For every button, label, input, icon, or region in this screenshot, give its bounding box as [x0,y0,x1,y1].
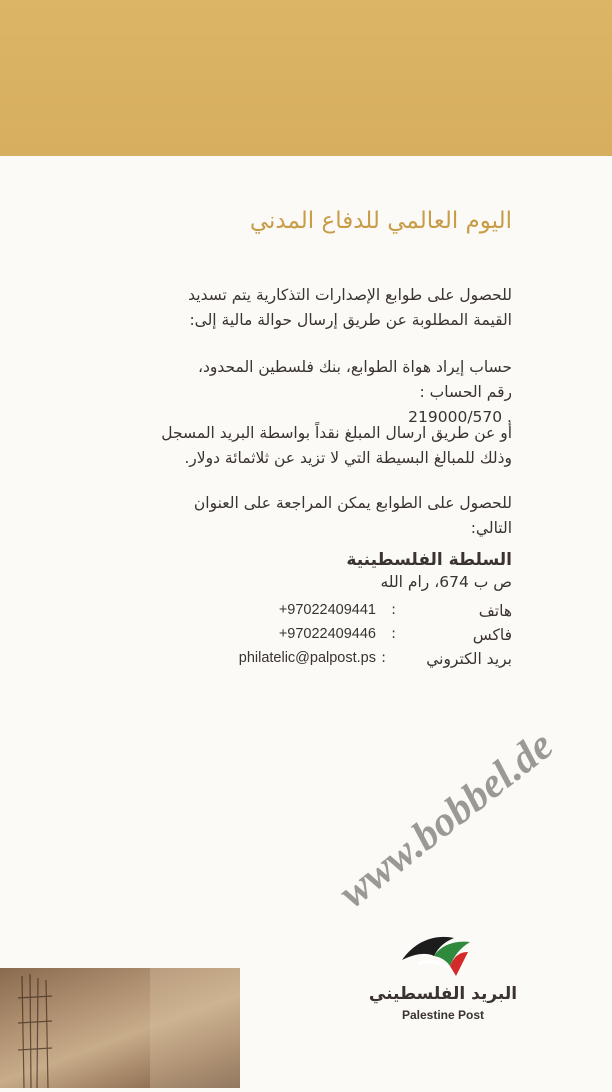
fax-number: +97022409446 [278,626,376,642]
contact-phone [212,602,512,624]
contact-email [212,650,512,672]
account-label: رقم الحساب : [419,383,512,401]
page-title: اليوم العالمي للدفاع المدني [249,208,512,234]
po-box: ص ب 674، رام الله [380,573,512,591]
paragraph-address-intro [92,491,512,541]
organization-name: السلطة الفلسطينية [346,550,512,570]
paragraph-line: للحصول على طوابع الإصدارات التذكارية يتم تسديد [188,286,512,304]
phone-number: +97022409441 [278,602,376,618]
paragraph-payment-intro [92,283,512,333]
paragraph-line: أو عن طريق ارسال المبلغ نقداً بواسطة البريد المسجل [161,424,512,442]
brand-name-english: Palestine Post [401,1008,485,1022]
palestine-post-logo-icon [398,930,488,980]
photo-texture [0,968,240,1088]
contact-colon: : [381,650,386,666]
contact-colon: : [391,602,396,618]
contact-label: بريد الكتروني [426,650,512,668]
contact-fax [212,626,512,648]
paragraph-line: وذلك للمبالغ البسيطة التي لا تزيد عن ثلاثمائة دولار. [184,449,512,467]
paragraph-line: حساب إيراد هواة الطوابع، بنك فلسطين المحدود، [197,358,512,376]
paragraph-bank-account [92,355,512,430]
paragraph-line: التالي: [470,519,512,537]
contact-label: هاتف [478,602,512,620]
top-color-band [0,0,612,156]
watermark-text: www.bobbel.de [330,722,562,918]
email-address: philatelic@palpost.ps [238,650,376,666]
brand-name-arabic: البريد الفلسطيني [368,984,518,1004]
contact-colon: : [391,626,396,642]
stamp-photo-fragment [0,968,240,1088]
paragraph-line: القيمة المطلوبة عن طريق إرسال حوالة مالية إلى: [189,311,512,329]
paragraph-line: للحصول على الطوابع يمكن المراجعة على العنوان [193,494,512,512]
contact-label: فاكس [472,626,512,644]
account-number: 219000/570 . [408,408,512,426]
paragraph-cash-option [92,421,512,471]
